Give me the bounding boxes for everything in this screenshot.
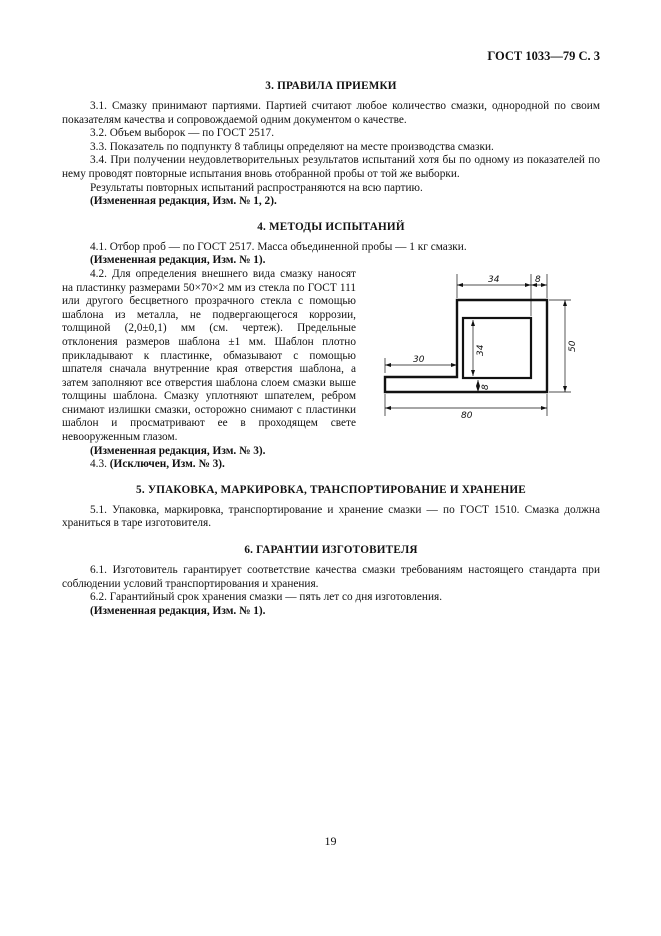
section-5-title: 5. УПАКОВКА, МАРКИРОВКА, ТРАНСПОРТИРОВАНИЕ И ХРАНЕНИЕ <box>136 483 526 496</box>
para-4-1: 4.1. Отбор проб — по ГОСТ 2517. Масса объединенной пробы — 1 кг смазки. <box>90 240 467 253</box>
section-3-title: 3. ПРАВИЛА ПРИЕМКИ <box>265 80 397 92</box>
para-4-3-note: (Исключен, Изм. № 3). <box>109 458 225 471</box>
para-3-4: 3.4. При получении неудовлетворительных результатов испытаний хотя бы по одному из показателей по нему проводят повторные испытания вновь отобранной пробы от той же выборки. <box>62 154 600 180</box>
dim-inner-34: 34 <box>476 344 486 356</box>
para-4-2-block <box>62 268 600 445</box>
para-4-3 <box>62 458 600 472</box>
para-3-2: 3.2. Объем выборок — по ГОСТ 2517. <box>90 127 275 140</box>
note-4-1: (Измененная редакция, Изм. № 1). <box>90 254 266 267</box>
para-3-3: 3.3. Показатель по подпункту 8 таблицы определяют на месте производства смазки. <box>90 140 494 153</box>
para-4-2: 4.2. Для определения внешнего вида смазку наносят на пластинку размерами 50×70×2 мм из стекла по ГОСТ 111 или другого бесцветного прозрачного стекла с помощью шаблона из металла, не подвергающегося коррозии, толщиной (2,0±0,1) мм (см. чертеж). Предельные отклонения размеров шаблона ±1 мм. Шаблон плотно прикладывают к пластинке, обмазывают с помощью шпателя сначала внутренние края отверстия шаблона, а затем заполняют все отверстия шаблона слоем смазки выше толщины шаблона. Смазку уплотняют шпателем, ребром снимают излишки смазки, осторожно снимают с пластинки шаблон и просматривают ее в проходящем свете невооруженным глазом. <box>62 267 356 444</box>
section-4-title: 4. МЕТОДЫ ИСПЫТАНИЙ <box>257 220 405 233</box>
dim-top-34: 34 <box>488 274 500 285</box>
dim-inner-8: 8 <box>481 384 491 390</box>
dim-bottom-80: 80 <box>461 410 473 421</box>
note-3: (Измененная редакция, Изм. № 1, 2). <box>90 195 277 208</box>
template-drawing <box>375 268 601 434</box>
para-6-2: 6.2. Гарантийный срок хранения смазки — пять лет со дня изготовления. <box>90 591 443 604</box>
para-6-1: 6.1. Изготовитель гарантирует соответствие качества смазки требованиям настоящего стандарта при соблюдении условий транспортирования и хранения. <box>62 564 600 590</box>
para-4-3-number: 4.3. <box>90 458 107 471</box>
page-header: ГОСТ 1033—79 С. 3 <box>487 49 600 63</box>
note-6: (Измененная редакция, Изм. № 1). <box>90 604 266 617</box>
para-5-1: 5.1. Упаковка, маркировка, транспортирование и хранение смазки — по ГОСТ 1510. Смазка должна храниться в таре изготовителя. <box>62 503 600 530</box>
section-6-title: 6. ГАРАНТИИ ИЗГОТОВИТЕЛЯ <box>244 544 418 557</box>
dim-right-50: 50 <box>568 340 578 352</box>
dim-left-30: 30 <box>413 354 425 365</box>
para-3-5: Результаты повторных испытаний распространяются на всю партию. <box>90 181 423 194</box>
document-body <box>62 80 600 618</box>
page-number: 19 <box>324 834 337 848</box>
para-3-1: 3.1. Смазку принимают партиями. Партией считают любое количество смазки, однородной по своим показателям качества и сопровождаемой одним документом о качестве. <box>62 100 600 126</box>
dim-top-8: 8 <box>535 274 541 285</box>
note-4-2: (Измененная редакция, Изм. № 3). <box>90 444 266 457</box>
